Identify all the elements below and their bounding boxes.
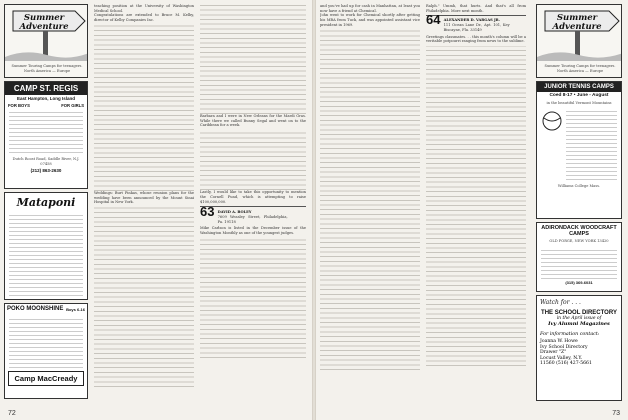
st-regis-body-text — [9, 111, 83, 133]
right-text-column-1 — [320, 4, 420, 414]
camp-st-regis-ad — [4, 81, 88, 189]
adirondack-sub: OLD FORGE, NEW YORK 13420 — [549, 239, 609, 243]
body-text-block — [320, 30, 420, 370]
left-text-column-2 — [200, 4, 306, 414]
st-regis-boys: FOR BOYS — [8, 103, 30, 108]
class-entry-64 — [426, 12, 526, 32]
camp-maccready-label: Camp MacCready — [8, 371, 84, 386]
paragraph: Barbara and I were in New Orleans for the Mardi Gras. While there we called Bunny Segal and went on to the Caribbean for a week. — [200, 114, 306, 128]
divider — [426, 15, 526, 16]
contact-line: Joanna W. Howe — [540, 339, 578, 344]
sign-text: Summer Adventure — [19, 13, 69, 32]
right-ad-column — [536, 4, 622, 404]
st-regis-phone: (212) 863-2630 — [30, 168, 62, 173]
body-text-block — [200, 4, 306, 114]
page-number: 72 — [8, 410, 16, 417]
contact-line: Ivy School Directory — [540, 344, 588, 350]
poko-body-text — [9, 316, 83, 368]
junior-tennis-ad — [536, 81, 622, 219]
ad-caption: Summer Touring Camps for teenagers. North America — Europe — [544, 64, 616, 73]
adirondack-phone: (315) 369-6031 — [565, 279, 593, 285]
st-regis-title: CAMP ST. REGIS — [5, 82, 87, 95]
left-ad-column — [4, 4, 88, 402]
paragraph: Mike Carlson is listed in the December issue of the Washington Monthly as one of the youngest judges. — [200, 226, 306, 236]
correspondent — [444, 18, 510, 32]
poko-ages: Boys 6-16 — [66, 306, 85, 312]
st-regis-contact: Dutch Roost Road, Saddle River, N.J. 07458 — [12, 157, 80, 166]
adirondack-ad — [536, 222, 622, 292]
body-text-block — [94, 207, 194, 387]
contact-line: Drawer "Z" — [540, 350, 567, 356]
body-text-block — [94, 25, 194, 191]
body-text-block — [200, 238, 306, 358]
class-year: 64 — [426, 12, 441, 28]
st-regis-body-text-2 — [9, 135, 83, 153]
paragraph: Weddings: Burt Pinkas, whose reunion plans for the wedding have been announced by the Mount Sinai Hospital in New York. — [94, 190, 194, 205]
tennis-title: JUNIOR TENNIS CAMPS — [537, 82, 621, 92]
divider — [200, 206, 306, 207]
paragraph: Greetings classmates. . . this month's column will be a veritable potpourri ranging from news to the sublime. — [426, 34, 526, 44]
contact-line: Locust Valley, N.Y. — [540, 355, 583, 361]
directory-contact — [540, 339, 618, 367]
school-directory-ad — [536, 295, 622, 401]
directory-info: For information contact: — [540, 332, 600, 337]
directory-sub2: Ivy Alumni Magazines — [548, 321, 610, 327]
adirondack-body-text — [541, 247, 617, 279]
correspondent-name: DAVID A. BOLEY — [217, 210, 252, 215]
class-entry-63 — [200, 204, 306, 224]
tennis-body-text — [566, 110, 617, 180]
mataponi-title: Mataponi — [16, 196, 76, 209]
correspondent-address: 7609 Weasley Street, Philadelphia, Pa. 19118 — [217, 214, 288, 224]
adirondack-title: ADIRONDACK WOODCRAFT CAMPS — [541, 225, 617, 237]
directory-sub1: in the April issue of — [556, 316, 602, 321]
body-text-block — [200, 130, 306, 190]
tennis-ball-icon — [541, 110, 563, 132]
tennis-sub: in the beautiful Vermont Mountains — [546, 101, 612, 105]
summer-adventure-ad — [536, 4, 622, 78]
class-year: 63 — [200, 204, 215, 220]
paragraph: Lastly, I would like to take this opportunity to mention the Cornell Fund, which is attempting to raise $100,000,000. — [200, 190, 306, 204]
paragraph: teaching position at the University of Washington Medical School. — [94, 4, 194, 13]
summer-adventure-ad — [4, 4, 88, 78]
contact-line: 11560 (516) 427-5661 — [540, 361, 592, 367]
ad-caption: Summer Touring Camps for teenagers. North America — Europe — [11, 64, 83, 73]
poko-title: POKO MOONSHINE — [7, 306, 64, 312]
left-text-column-1 — [94, 4, 194, 414]
correspondent-name: ALEXANDER D. VARGAS JR. — [443, 18, 500, 23]
correspondent — [218, 210, 288, 224]
page-number: 73 — [612, 410, 620, 417]
mataponi-body-text — [9, 212, 83, 300]
paragraph: Congratulations are extended to Bruce M. Kelby, director of Kelby Companies Inc. — [94, 13, 194, 23]
tennis-contact: Williams College Mass. — [557, 183, 601, 188]
st-regis-girls: FOR GIRLS — [61, 103, 84, 108]
directory-title: THE SCHOOL DIRECTORY — [541, 310, 617, 316]
sign-text: Summer Adventure — [552, 13, 602, 32]
poko-header — [5, 304, 87, 314]
directory-watch: Watch for . . . — [540, 299, 581, 306]
right-page — [314, 0, 628, 420]
mataponi-ad — [4, 192, 88, 300]
right-text-column-2 — [426, 4, 526, 414]
st-regis-sections — [5, 102, 87, 109]
paragraph: and you've had up for cash in Manhattan, at least you now have a friend at Chemical. — [320, 4, 420, 13]
body-text-block — [426, 46, 526, 366]
tennis-body — [537, 108, 621, 182]
tennis-dates: Coed 8-17 • June - August — [549, 93, 609, 98]
pokomoonshine-ad — [4, 303, 88, 399]
paragraph: Ralph." Ummh, that hurts. And that's all from Philadelphia. More next month. — [426, 4, 526, 13]
st-regis-subtitle: East Hampton, Long Island — [16, 96, 75, 101]
correspondent-address: 111 Ocean Lane Dr., Apt. 101, Key Biscayne, Fla. 33149 — [443, 23, 510, 32]
paragraph: John went to work for Chemical shortly after getting his MBA from Tuck, and was appointed assistant vice president in 1969. — [320, 13, 420, 27]
